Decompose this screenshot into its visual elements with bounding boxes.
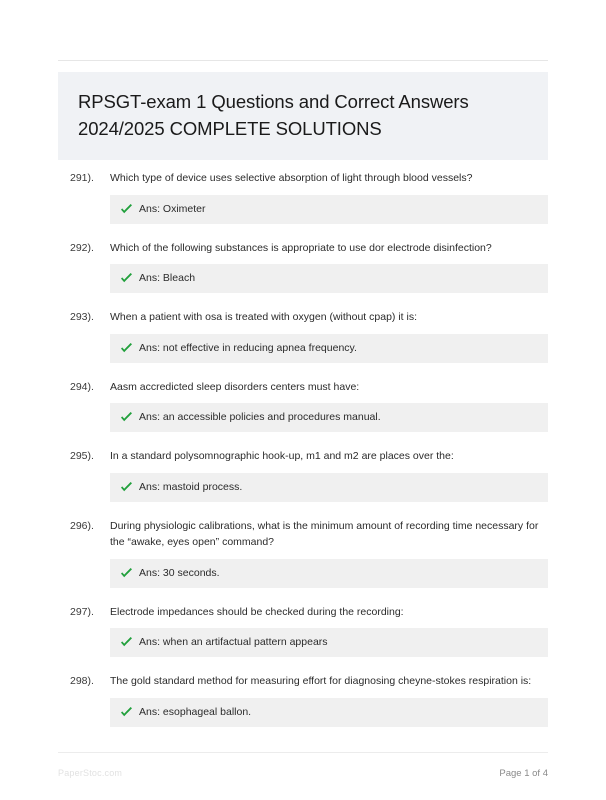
check-icon	[120, 567, 133, 580]
answer-row	[110, 264, 548, 293]
page-footer	[0, 752, 606, 800]
footer-divider	[58, 752, 548, 753]
question-number: 297).	[70, 605, 94, 618]
list-item	[58, 594, 548, 658]
question-number: 296).	[70, 519, 94, 532]
watermark: PaperStoc.com	[58, 768, 123, 778]
check-icon	[120, 342, 133, 355]
list-item	[58, 663, 548, 727]
question-text: The gold standard method for measuring effort for diagnosing cheyne-stokes respiration is:	[110, 675, 532, 687]
list-item	[58, 508, 548, 588]
answer-row	[110, 403, 548, 432]
list-item	[58, 230, 548, 294]
check-icon	[120, 411, 133, 424]
check-icon	[120, 272, 133, 285]
answer-text: Ans: an accessible policies and procedures manual.	[139, 411, 381, 423]
question-number: 294).	[70, 380, 94, 393]
answer-text: Ans: esophageal ballon.	[139, 705, 252, 718]
answer-text: Ans: not effective in reducing apnea frequency.	[139, 341, 357, 354]
question-text: Electrode impedances should be checked during the recording:	[110, 605, 404, 618]
question-number: 292).	[70, 241, 94, 254]
question-text: Which of the following substances is appropriate to use dor electrode disinfection?	[110, 241, 492, 254]
check-icon	[120, 481, 133, 494]
answer-row	[110, 698, 548, 727]
answer-text: Ans: Oximeter	[139, 202, 206, 215]
list-item	[58, 438, 548, 502]
answer-text: Ans: when an artifactual pattern appears	[139, 636, 328, 648]
document-header	[58, 72, 548, 160]
question-text: Aasm accredicted sleep disorders centers must have:	[110, 380, 360, 393]
answer-text: Ans: mastoid process.	[139, 480, 243, 493]
question-text: Which type of device uses selective absorption of light through blood vessels?	[110, 172, 473, 184]
question-text: During physiologic calibrations, what is the minimum amount of recording time necessary for the “awake, eyes open” command?	[110, 519, 539, 548]
list-item	[58, 160, 548, 224]
question-row	[58, 299, 548, 334]
answer-row	[110, 628, 548, 657]
answer-row	[110, 559, 548, 588]
answer-row	[110, 195, 548, 224]
top-divider	[58, 60, 548, 61]
question-text: When a patient with osa is treated with oxygen (without cpap) it is:	[110, 311, 417, 323]
answer-text: Ans: Bleach	[139, 272, 196, 284]
question-number: 293).	[70, 311, 94, 323]
questions-list	[58, 160, 548, 733]
question-row	[58, 594, 548, 629]
question-row	[58, 663, 548, 698]
page-number: Page 1 of 4	[499, 768, 548, 779]
answer-row	[110, 473, 548, 502]
question-row	[58, 369, 548, 404]
answer-row	[110, 334, 548, 363]
question-row	[58, 230, 548, 265]
check-icon	[120, 203, 133, 216]
question-row	[58, 508, 548, 559]
question-number: 291).	[70, 172, 94, 184]
question-number: 295).	[70, 450, 94, 462]
question-row	[58, 438, 548, 473]
question-text: In a standard polysomnographic hook-up, m1 and m2 are places over the:	[110, 450, 454, 462]
check-icon	[120, 706, 133, 719]
list-item	[58, 299, 548, 363]
check-icon	[120, 636, 133, 649]
question-number: 298).	[70, 675, 94, 687]
page-title: RPSGT-exam 1 Questions and Correct Answers 2024/2025 COMPLETE SOLUTIONS	[78, 91, 469, 139]
list-item	[58, 369, 548, 433]
question-row	[58, 160, 548, 195]
answer-text: Ans: 30 seconds.	[139, 566, 220, 579]
